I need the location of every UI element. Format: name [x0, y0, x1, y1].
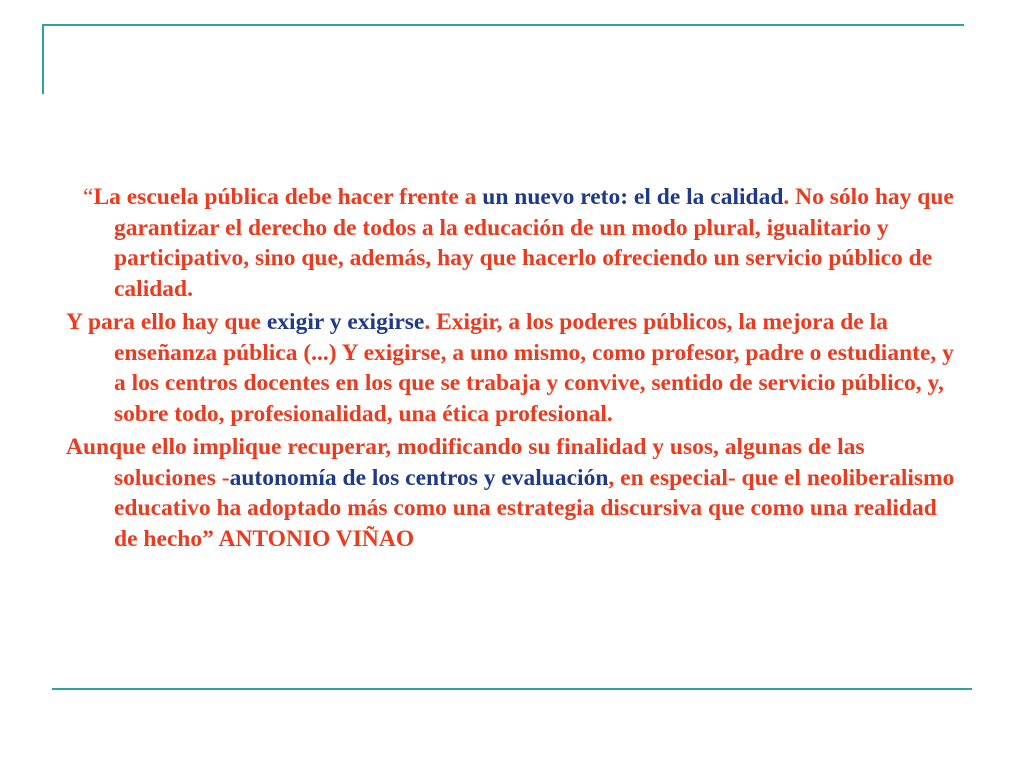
author-name: ANTONIO VIÑAO [218, 525, 415, 552]
p3-highlight: autonomía de los centros y evaluación [229, 464, 609, 491]
p3-text-2: , en especial- que el neoliberalismo educativo ha adoptado más como una estrategia discursiva que como una realidad de hecho” [114, 464, 955, 552]
p2-text-2: . Exigir, a los poderes públicos, la mejora de la enseñanza pública (...) Y exigirse, a uno mismo, como profesor, padre o estudiante, y a los centros docentes en los que se trabaja y convive, sentido de servicio público, y, sobre todo, profesionalidad, una ética profesional. [114, 309, 954, 427]
p2-highlight: exigir y exigirse [266, 309, 425, 335]
opening-quote-mark: “ [83, 184, 94, 210]
quote-paragraph-2 [66, 307, 966, 429]
quote-paragraph-3 [66, 432, 966, 554]
p1-highlight: un nuevo reto: el de la calidad [482, 184, 784, 210]
quote-block [66, 182, 966, 557]
top-rule [42, 24, 964, 26]
quote-paragraph-1 [66, 182, 966, 304]
p1-text-1: La escuela pública debe hacer frente a [93, 184, 483, 210]
bottom-rule [52, 688, 972, 690]
p1-text-2: . No sólo hay que garantizar el derecho de todos a la educación de un modo plural, igualitario y participativo, sino que, además, hay que hacerlo ofreciendo un servicio público de calidad. [114, 184, 954, 302]
p2-text-1: Y para ello hay que [66, 309, 267, 335]
p3-text-1: Aunque ello implique recuperar, modificando su finalidad y usos, algunas de las soluciones - [66, 434, 865, 491]
left-rule [42, 24, 44, 94]
